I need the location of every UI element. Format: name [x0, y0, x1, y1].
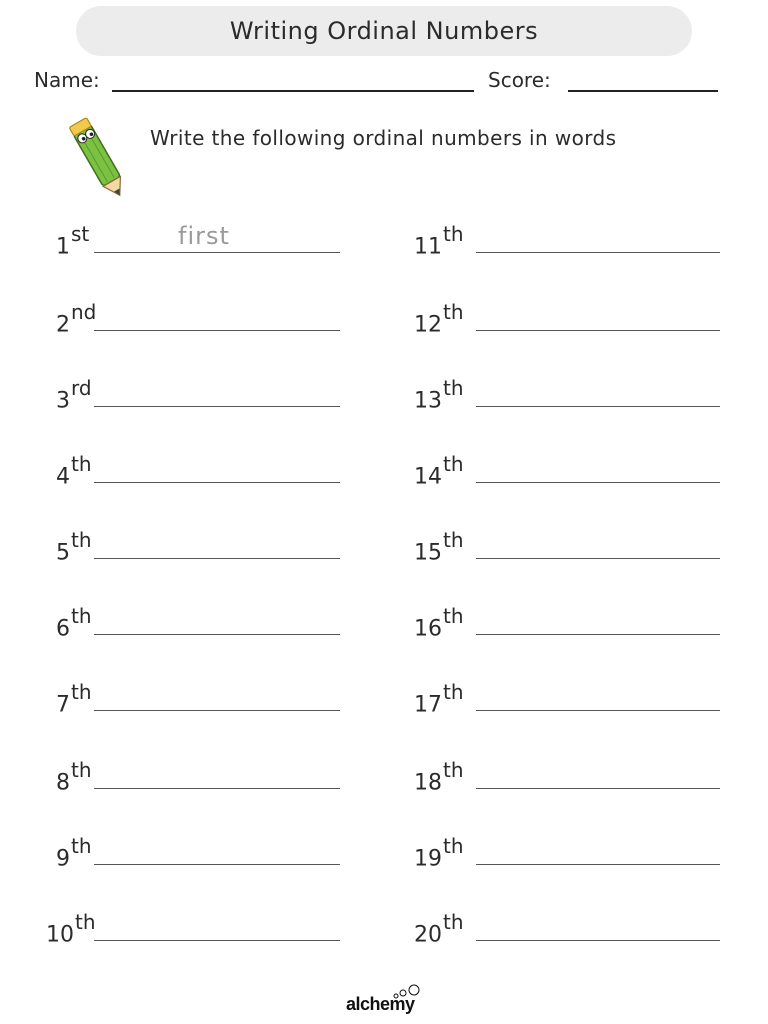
ordinal-digit: 20 [414, 922, 442, 948]
ordinal-digit: 7 [56, 692, 70, 718]
ordinal-suffix: st [71, 222, 90, 246]
answer-line[interactable] [476, 482, 720, 483]
ordinal-suffix: th [443, 528, 464, 552]
ordinal-digit: 5 [56, 540, 70, 566]
bubbles-icon [392, 984, 426, 1002]
ordinal-item [0, 522, 768, 566]
sample-answer: first [178, 222, 230, 250]
alchemy-logo [346, 984, 426, 1020]
answer-line[interactable] [476, 710, 720, 711]
ordinal-number [414, 604, 464, 642]
ordinal-suffix: th [71, 604, 92, 628]
ordinal-number [414, 300, 464, 338]
ordinal-suffix: th [443, 222, 464, 246]
ordinal-item [0, 904, 768, 948]
ordinal-suffix: nd [71, 300, 97, 324]
ordinal-suffix: th [443, 300, 464, 324]
ordinal-suffix: th [443, 910, 464, 934]
answer-line[interactable] [476, 634, 720, 635]
ordinal-number [414, 452, 464, 490]
ordinal-suffix: th [71, 834, 92, 858]
ordinal-item [0, 752, 768, 796]
ordinal-number [414, 680, 464, 718]
ordinal-digit: 16 [414, 616, 442, 642]
score-label: Score: [488, 68, 551, 92]
answer-line[interactable] [476, 558, 720, 559]
ordinal-suffix: th [71, 528, 92, 552]
ordinal-digit: 12 [414, 312, 442, 338]
ordinal-suffix: th [71, 680, 92, 704]
answer-line[interactable] [476, 940, 720, 941]
ordinal-digit: 1 [56, 234, 70, 260]
ordinal-digit: 17 [414, 692, 442, 718]
ordinal-suffix: rd [71, 376, 92, 400]
ordinal-digit: 11 [414, 234, 442, 260]
answer-line[interactable] [476, 406, 720, 407]
ordinal-number [414, 834, 464, 872]
ordinal-suffix: th [443, 680, 464, 704]
ordinal-digit: 15 [414, 540, 442, 566]
ordinal-digit: 19 [414, 846, 442, 872]
ordinal-item [0, 674, 768, 718]
ordinal-digit: 4 [56, 464, 70, 490]
ordinal-digit: 9 [56, 846, 70, 872]
answer-line[interactable] [476, 330, 720, 331]
ordinal-number [414, 910, 464, 948]
ordinal-item [0, 294, 768, 338]
ordinal-suffix: th [71, 452, 92, 476]
instructions-text: Write the following ordinal numbers in words [150, 126, 617, 150]
ordinal-digit: 10 [46, 922, 74, 948]
ordinal-number [414, 528, 464, 566]
ordinal-suffix: th [443, 604, 464, 628]
ordinal-number [414, 376, 464, 414]
answer-line[interactable] [476, 864, 720, 865]
ordinal-suffix: th [443, 758, 464, 782]
ordinal-suffix: th [443, 834, 464, 858]
ordinal-item [0, 370, 768, 414]
logo-wordmark: alchemy [346, 994, 415, 1014]
ordinal-item [0, 598, 768, 642]
name-label: Name: [34, 68, 100, 92]
answer-line[interactable] [476, 788, 720, 789]
worksheet-title: Writing Ordinal Numbers [229, 17, 539, 45]
ordinal-digit: 13 [414, 388, 442, 414]
ordinal-number [414, 222, 464, 260]
ordinal-item [0, 446, 768, 490]
ordinal-digit: 3 [56, 388, 70, 414]
ordinal-digit: 2 [56, 312, 70, 338]
ordinal-suffix: th [443, 452, 464, 476]
ordinal-digit: 6 [56, 616, 70, 642]
ordinal-digit: 18 [414, 770, 442, 796]
ordinal-suffix: th [75, 910, 96, 934]
ordinal-digit: 14 [414, 464, 442, 490]
ordinal-suffix: th [443, 376, 464, 400]
answer-line[interactable] [476, 252, 720, 253]
ordinal-digit: 8 [56, 770, 70, 796]
ordinal-item [0, 216, 768, 260]
ordinal-suffix: th [71, 758, 92, 782]
ordinal-number [414, 758, 464, 796]
ordinal-item [0, 828, 768, 872]
